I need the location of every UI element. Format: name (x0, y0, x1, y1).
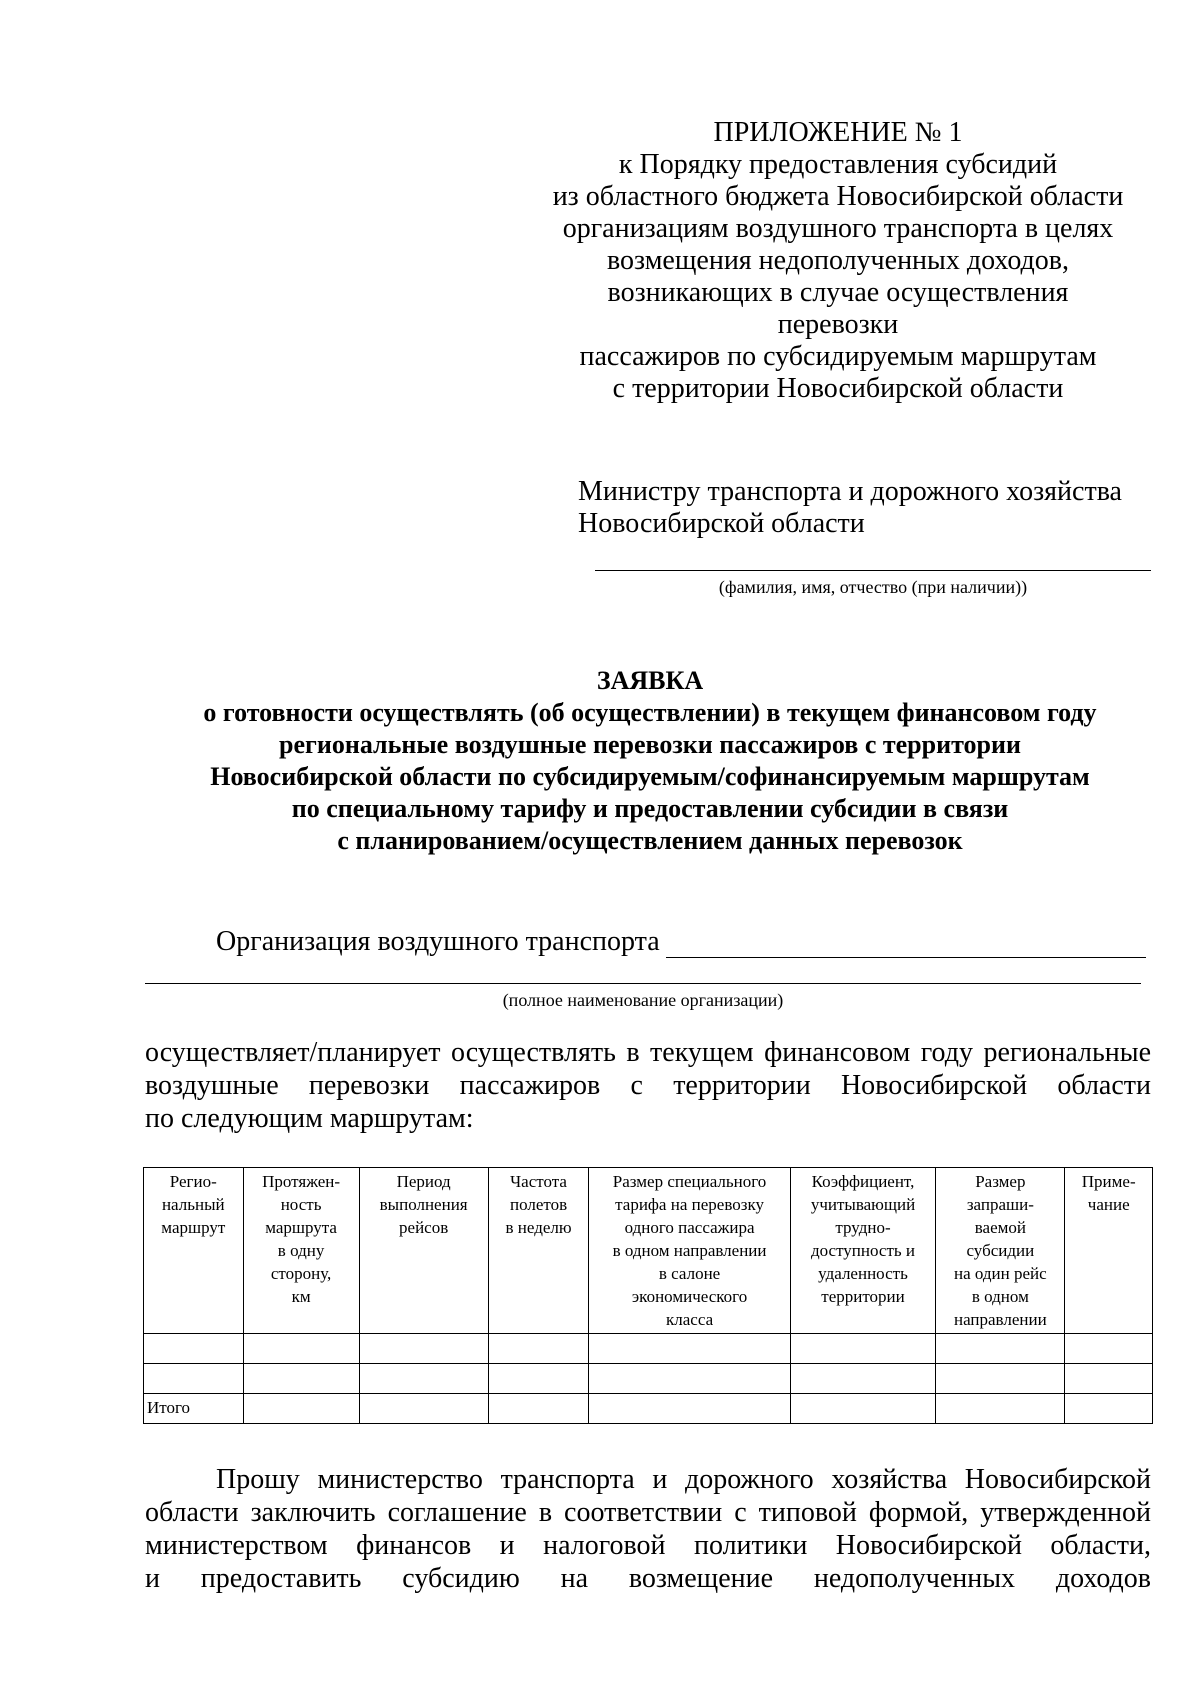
appendix-line: с территории Новосибирской области (612, 373, 1064, 404)
appendix-line: возмещения недополученных доходов, (607, 245, 1069, 276)
title-line: о готовности осуществлять (об осуществлении) в текущем финансовом году (203, 698, 1097, 727)
table-cell[interactable] (936, 1334, 1065, 1364)
organization-caption: (полное наименование организации) (502, 990, 784, 1010)
paragraph-line: Прошу министерство транспорта и дорожного хозяйства Новосибирской (216, 1464, 1151, 1495)
appendix-line: пассажиров по субсидируемым маршрутам (579, 341, 1097, 372)
appendix-line: к Порядку предоставления субсидий (618, 149, 1058, 180)
total-label: Итого (144, 1394, 244, 1424)
table-cell[interactable] (488, 1364, 589, 1394)
appendix-line: организациям воздушного транспорта в целях (562, 213, 1114, 244)
paragraph-line: области заключить соглашение в соответствии с типовой формой, утвержденной (145, 1497, 1151, 1528)
appendix-line: из областного бюджета Новосибирской области (552, 181, 1124, 212)
col-header-note: Приме- чание (1065, 1168, 1153, 1334)
col-header-subsidy: Размер запраши- ваемой субсидии на один рейс в одном направлении (936, 1168, 1065, 1334)
col-header-frequency: Частота полетов в неделю (488, 1168, 589, 1334)
appendix-line: ПРИЛОЖЕНИЕ № 1 (713, 117, 963, 148)
table-cell[interactable] (144, 1334, 244, 1364)
table-cell[interactable] (359, 1394, 488, 1424)
addressee-line: Министру транспорта и дорожного хозяйства (578, 476, 1122, 507)
minister-name-field[interactable] (595, 570, 1151, 571)
paragraph-line: воздушные перевозки пассажиров с территории Новосибирской области (145, 1070, 1151, 1101)
routes-intro-paragraph (145, 1036, 1151, 1135)
appendix-line: возникающих в случае осуществления перевозки (607, 277, 1069, 340)
minister-name-caption: (фамилия, имя, отчество (при наличии)) (718, 577, 1028, 597)
table-cell[interactable] (359, 1364, 488, 1394)
table-cell[interactable] (1065, 1364, 1153, 1394)
table-cell[interactable] (936, 1394, 1065, 1424)
table-cell[interactable] (359, 1334, 488, 1364)
appendix-header (548, 117, 1128, 405)
organization-name-field[interactable] (666, 929, 1146, 958)
routes-table (143, 1167, 1153, 1424)
title-line: по специальному тарифу и предоставлении субсидии в связи (291, 794, 1009, 823)
addressee-block (578, 476, 1158, 540)
table-row (144, 1364, 1153, 1394)
request-paragraph (145, 1463, 1151, 1595)
table-cell[interactable] (243, 1364, 359, 1394)
col-header-coefficient: Коэффициент, учитывающий трудно- доступность и удаленность территории (790, 1168, 936, 1334)
table-cell[interactable] (1065, 1334, 1153, 1364)
paragraph-line: и предоставить субсидию на возмещение недополученных доходов (145, 1563, 1151, 1594)
document-title (140, 665, 1160, 857)
title-line: ЗАЯВКА (596, 666, 704, 695)
organization-name-field-continued[interactable] (145, 983, 1141, 984)
organization-label: Организация воздушного транспорта (216, 926, 660, 957)
table-cell[interactable] (790, 1334, 936, 1364)
table-cell[interactable] (243, 1394, 359, 1424)
table-header-row (144, 1168, 1153, 1334)
table-cell[interactable] (243, 1334, 359, 1364)
paragraph-line: осуществляет/планирует осуществлять в текущем финансовом году региональные (145, 1037, 1151, 1068)
col-header-route: Регио- нальный маршрут (144, 1168, 244, 1334)
table-cell[interactable] (589, 1364, 790, 1394)
table-cell[interactable] (790, 1364, 936, 1394)
title-line: региональные воздушные перевозки пассажиров с территории (279, 730, 1021, 759)
table-total-row (144, 1394, 1153, 1424)
organization-row (216, 926, 1146, 958)
col-header-tariff: Размер специального тарифа на перевозку одного пассажира в одном направлении в салоне экономического класса (589, 1168, 790, 1334)
table-row (144, 1334, 1153, 1364)
paragraph-line: министерством финансов и налоговой политики Новосибирской области, (145, 1530, 1151, 1561)
col-header-period: Период выполнения рейсов (359, 1168, 488, 1334)
table-cell[interactable] (488, 1334, 589, 1364)
addressee-line: Новосибирской области (578, 508, 865, 539)
table-cell[interactable] (589, 1394, 790, 1424)
paragraph-line: по следующим маршрутам: (145, 1103, 474, 1134)
title-line: с планированием/осуществлением данных перевозок (337, 826, 963, 855)
table-cell[interactable] (144, 1364, 244, 1394)
title-line: Новосибирской области по субсидируемым/софинансируемым маршрутам (210, 762, 1090, 791)
table-cell[interactable] (589, 1334, 790, 1364)
col-header-length: Протяжен- ность маршрута в одну сторону, км (243, 1168, 359, 1334)
table-cell[interactable] (936, 1364, 1065, 1394)
table-cell[interactable] (790, 1394, 936, 1424)
table-cell[interactable] (488, 1394, 589, 1424)
table-cell[interactable] (1065, 1394, 1153, 1424)
